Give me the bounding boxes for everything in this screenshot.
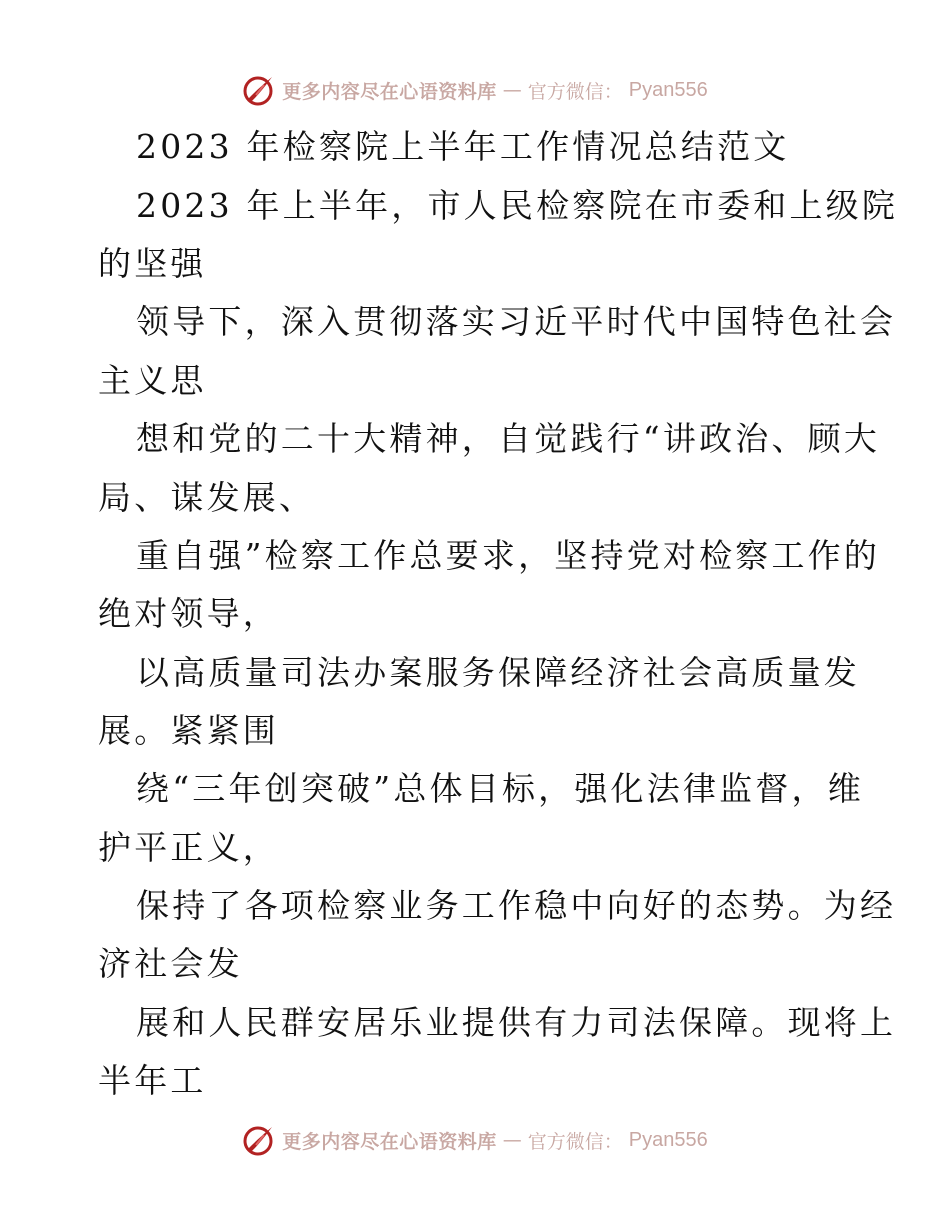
- doc-line: 展和人民群安居乐业提供有力司法保障。现将上: [136, 1003, 897, 1042]
- doc-line: 以高质量司法办案服务保障经济社会高质量发: [136, 653, 860, 692]
- doc-line: 的坚强: [98, 244, 207, 283]
- doc-line: 保持了各项检察业务工作稳中向好的态势。为经: [136, 886, 897, 925]
- doc-line: 济社会发: [98, 944, 243, 983]
- quill-logo-icon: [242, 73, 276, 107]
- doc-title: 2023 年检察院上半年工作情况总结范文: [136, 127, 790, 166]
- doc-line: 领导下，深入贯彻落实习近平时代中国特色社会: [136, 302, 897, 341]
- banner-brand-text: 更多内容尽在心语资料库: [282, 1130, 497, 1153]
- doc-line: 2023 年上半年，市人民检察院在市委和上级院: [136, 186, 899, 225]
- banner-brand-text: 更多内容尽在心语资料库: [282, 80, 497, 103]
- banner-wechat-label: 官方微信：: [527, 80, 623, 103]
- doc-line: 绕“三年创突破”总体目标，强化法律监督，维: [136, 769, 864, 808]
- banner-wechat-id: Pyan556: [628, 1128, 708, 1151]
- doc-line: 重自强”检察工作总要求，坚持党对检察工作的: [136, 536, 881, 575]
- banner-wechat-id: Pyan556: [628, 78, 708, 101]
- doc-line: 想和党的二十大精神，自觉践行“讲政治、顾大: [136, 419, 881, 458]
- doc-line: 半年工: [98, 1061, 207, 1100]
- header-banner: [0, 70, 950, 110]
- doc-line: 展。紧紧围: [98, 711, 279, 750]
- doc-line: 局、谋发展、: [98, 478, 316, 517]
- banner-dash: —: [502, 79, 522, 101]
- doc-line: 绝对领导，: [98, 594, 279, 633]
- quill-logo-icon: [242, 1123, 276, 1157]
- footer-banner: [0, 1120, 950, 1160]
- banner-dash: —: [502, 1129, 522, 1151]
- doc-line: 护平正义，: [98, 828, 279, 867]
- doc-line: 主义思: [98, 361, 207, 400]
- banner-wechat-label: 官方微信：: [527, 1130, 623, 1153]
